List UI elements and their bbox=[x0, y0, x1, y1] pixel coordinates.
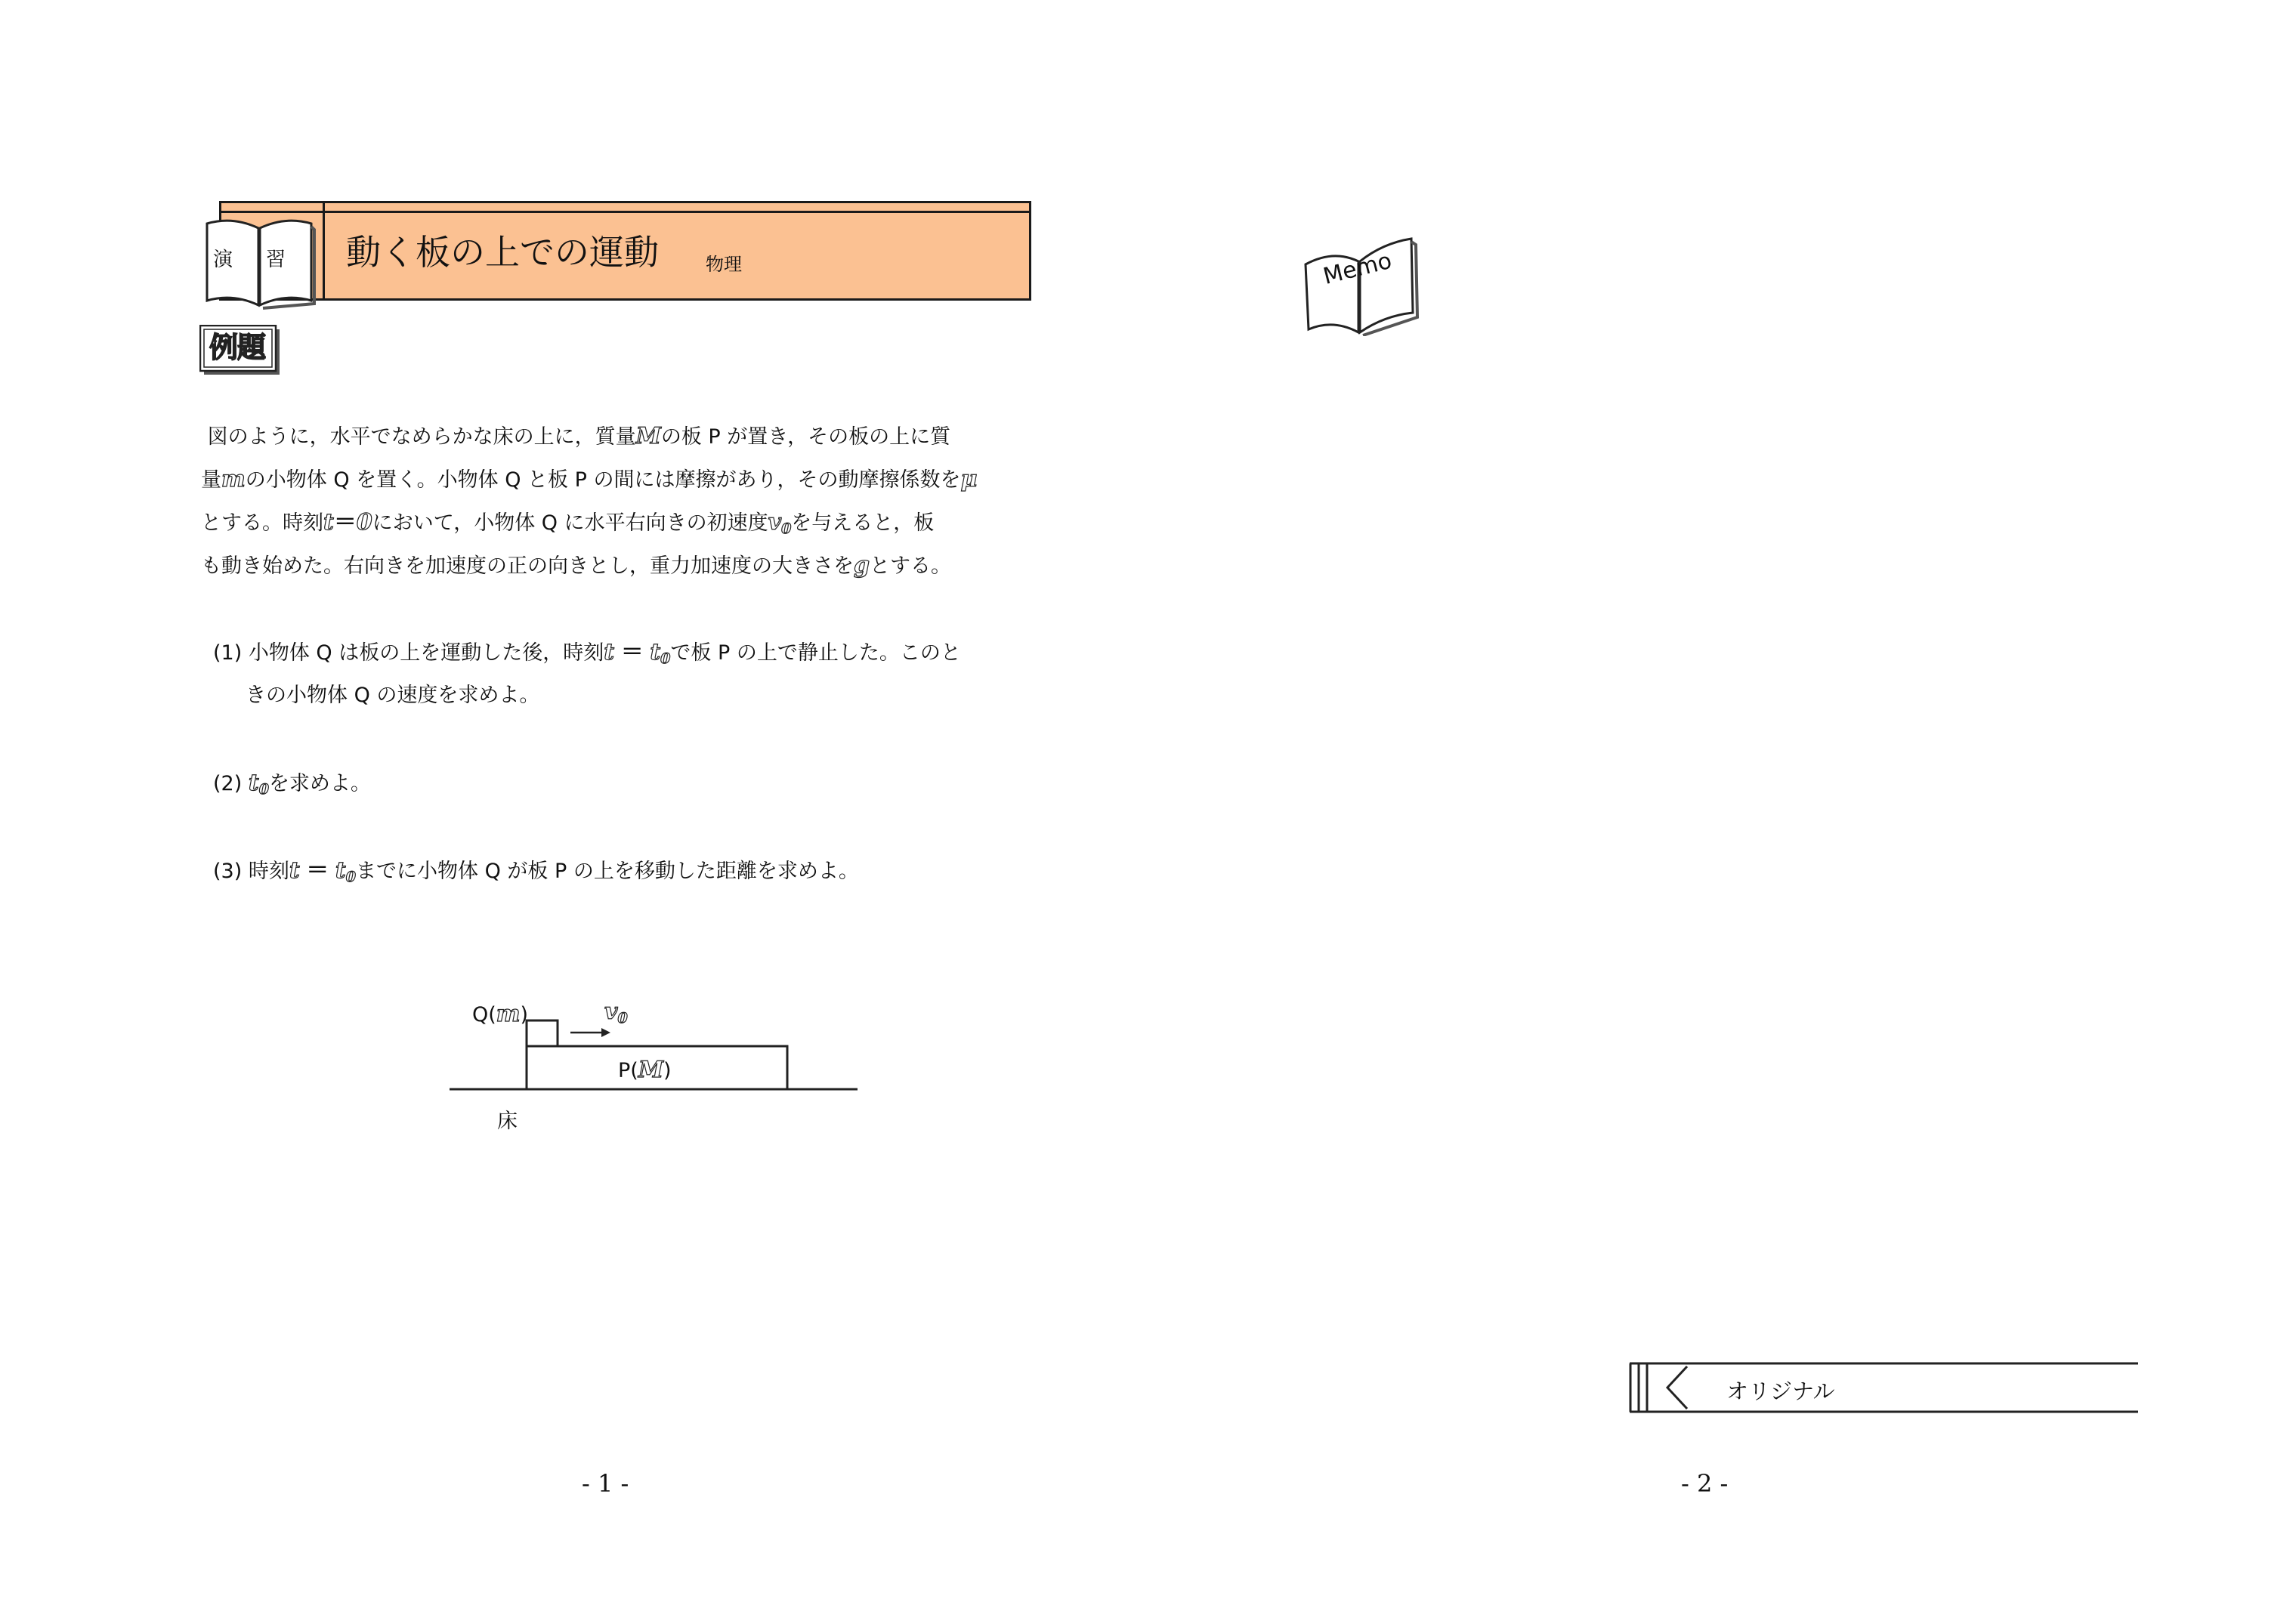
problem-text: の板 P が置き，その板の上に質 bbox=[660, 425, 951, 449]
memo-book-icon bbox=[1299, 234, 1420, 336]
memo-label: Memo bbox=[1321, 247, 1395, 290]
question-text: で板 P の上で静止した。このと bbox=[670, 641, 961, 665]
block-q bbox=[527, 1020, 558, 1046]
math-var: M bbox=[635, 423, 661, 449]
math-var: μ bbox=[960, 466, 978, 492]
math-var: g bbox=[854, 552, 870, 579]
question-2 bbox=[213, 761, 371, 811]
page-title: 動く板の上での運動 bbox=[346, 232, 659, 273]
math-var: m bbox=[221, 466, 246, 492]
math-var: t bbox=[248, 770, 259, 796]
math-var: v bbox=[768, 509, 782, 536]
math-var: t bbox=[335, 857, 346, 884]
question-text: を求めよ。 bbox=[268, 772, 371, 795]
book-label-right: 習 bbox=[266, 249, 286, 271]
math-subscript: 0 bbox=[258, 781, 269, 798]
math-var: t bbox=[604, 639, 615, 665]
math-var: 0 bbox=[356, 509, 372, 536]
subject-label: 物理 bbox=[706, 254, 742, 275]
problem-line-2 bbox=[201, 458, 977, 502]
original-banner bbox=[1628, 1362, 2138, 1413]
page-number-2: - 2 - bbox=[1681, 1469, 1729, 1498]
book-label-left: 演 bbox=[213, 249, 233, 271]
question-text: 小物体 Q は板の上を運動した後，時刻 bbox=[248, 641, 604, 665]
label-floor: 床 bbox=[497, 1110, 518, 1133]
math-var: t bbox=[650, 639, 661, 665]
problem-line-4 bbox=[201, 544, 951, 588]
math-var: v bbox=[604, 999, 618, 1025]
equals-sign: ＝ bbox=[306, 857, 329, 884]
question-number: (2) bbox=[213, 772, 243, 795]
problem-text: の小物体 Q を置く。小物体 Q と板 P の間には摩擦があり，その動摩擦係数を bbox=[245, 468, 961, 492]
example-label: 例題 bbox=[209, 331, 265, 364]
math-subscript: 0 bbox=[345, 869, 356, 885]
problem-text: も動き始めた。右向きを加速度の正の向きとし，重力加速度の大きさを bbox=[201, 554, 854, 578]
question-number: (3) bbox=[213, 860, 243, 883]
label-velocity bbox=[604, 999, 628, 1027]
problem-text: を与えると，板 bbox=[791, 511, 935, 535]
math-subscript: 0 bbox=[617, 1010, 628, 1027]
math-var: M bbox=[638, 1057, 664, 1083]
label-block-q: Q(m) bbox=[472, 1001, 529, 1027]
math-subscript: 0 bbox=[660, 650, 671, 667]
equals-sign: ＝ bbox=[333, 509, 357, 536]
math-var: t bbox=[289, 857, 300, 884]
problem-text: とする。 bbox=[869, 554, 951, 578]
math-subscript: 0 bbox=[781, 520, 792, 537]
problem-text: において，小物体 Q に水平右向きの初速度 bbox=[372, 511, 768, 535]
question-number: (1) bbox=[213, 641, 243, 665]
equals-sign: ＝ bbox=[620, 639, 644, 665]
label-board-p: P(M) bbox=[618, 1057, 672, 1083]
problem-text: 図のように，水平でなめらかな床の上に，質量 bbox=[207, 425, 636, 449]
question-1-line-2: きの小物体 Q の速度を求めよ。 bbox=[246, 684, 540, 707]
math-var: t bbox=[323, 509, 334, 536]
problem-text: 量 bbox=[201, 468, 221, 492]
original-label: オリジナル bbox=[1726, 1379, 1835, 1404]
page-number-1: - 1 - bbox=[582, 1469, 629, 1498]
problem-text: とする。時刻 bbox=[201, 511, 323, 535]
problem-line-1 bbox=[201, 415, 950, 458]
question-text: 時刻 bbox=[248, 860, 289, 883]
question-3 bbox=[213, 849, 859, 899]
question-text: までに小物体 Q が板 P の上を移動した距離を求めよ。 bbox=[355, 860, 859, 883]
math-var: m bbox=[496, 1001, 521, 1027]
velocity-arrowhead bbox=[601, 1028, 610, 1037]
